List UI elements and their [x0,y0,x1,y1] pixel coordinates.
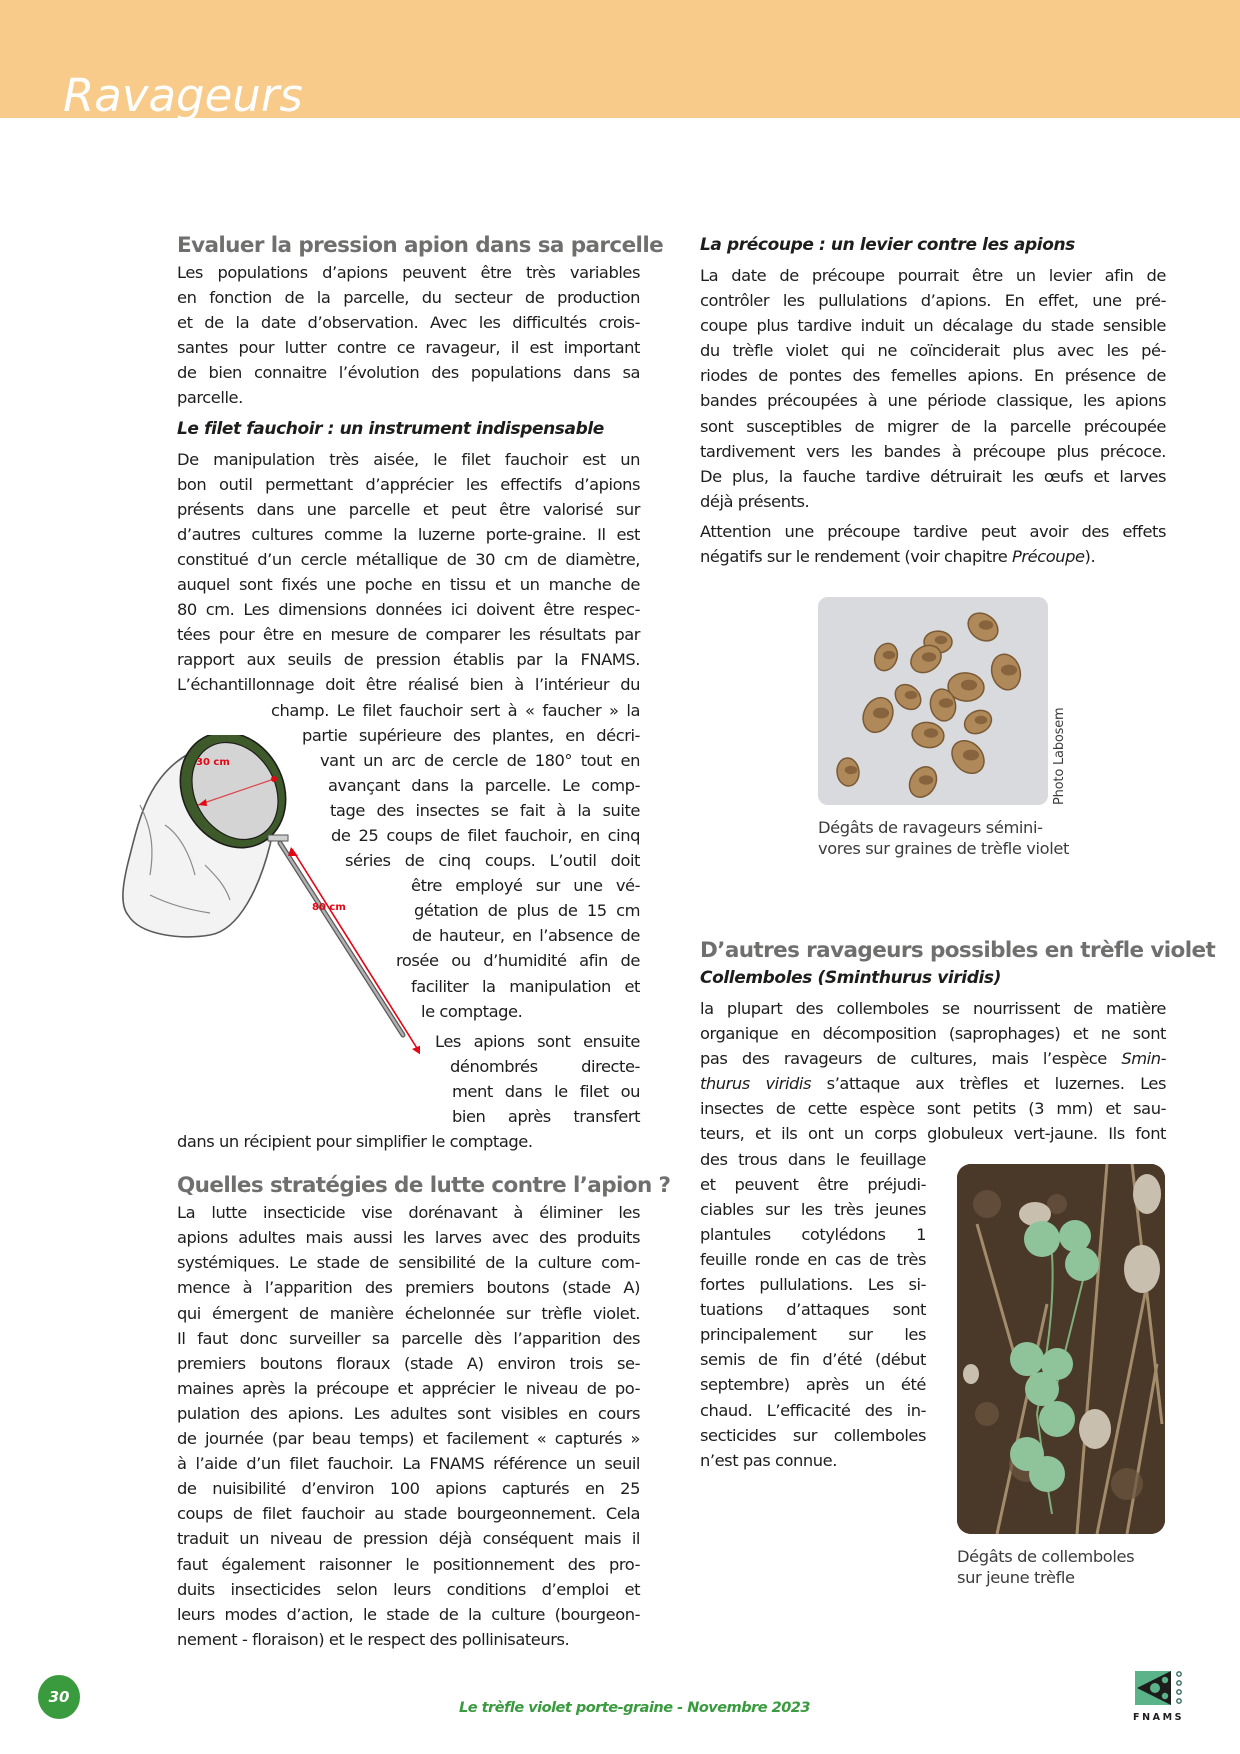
sweep-net-illustration [120,735,420,1115]
text-line: tage des insectes se fait à la suite [330,800,640,820]
text-line: déjà présents. [700,491,810,511]
photo-damaged-seeds [818,597,1048,805]
paragraph-intro [177,260,640,411]
text-line: systémiques. Le stade de sensibilité de la culture com- [177,1253,640,1273]
ring-diameter-label: 30 cm [196,757,230,768]
text-line: de bien connaitre l’évolution des populations dans sa [177,363,640,383]
text-line: sont susceptibles de migrer de la parcelle précoupée [700,416,1166,436]
subheading-collemboles: Collemboles (Sminthurus viridis) [700,968,1002,988]
text-line: principalement sur les [700,1325,926,1345]
text-line: le comptage. [421,1001,523,1021]
paragraph-comptage-end [177,1129,640,1154]
fnams-logo-text: FNAMS [1133,1712,1185,1723]
text-line: semis de fin d’été (début [700,1350,926,1370]
paragraph-attention [700,519,1166,569]
text-line: coupe plus tardive induit un décalage du stade sensible [700,316,1166,336]
text-line: premiers boutons floraux (stade A) environ trois se- [177,1353,640,1373]
text-line: et peuvent être préjudi- [700,1174,926,1194]
text-line: fortes pullulations. Les si- [700,1275,926,1295]
text-line: parcelle. [177,388,243,408]
text-line: L’échantillonnage doit être réalisé bien à l’intérieur du [177,675,640,695]
photo-caption-seeds: Dégâts de ravageurs sémini- vores sur graines de trèfle violet [818,818,1069,858]
text-line: de journée (par beau temps) et facilement « capturés » [177,1429,640,1449]
text-line: rapport aux seuils de pression établis par la FNAMS. [177,650,640,670]
chapter-reference-link: Précoupe [1012,547,1085,567]
text-line: de nuisibilité d’environ 100 apions capturés en 25 [177,1479,640,1499]
paragraph-collemboles [700,996,1166,1147]
text-line: La date de précoupe pourrait être un levier afin de [700,266,1166,285]
text-line: pulation des apions. Les adultes sont visibles en cours [177,1403,640,1423]
text-line: être employé sur une vé- [411,876,640,896]
text-line: De manipulation très aisée, le filet fauchoir est un [177,449,640,469]
publication-title: Le trèfle violet porte-graine - Novembre 2023 [459,1700,810,1716]
text-line: traduit un niveau de pression déjà conséquent mais il [177,1529,640,1549]
text-line: santes pour lutter contre ce ravageur, il est important [177,338,640,358]
photo-credit: Photo Labosem [1052,707,1067,805]
subheading-filet-fauchoir: Le filet fauchoir : un instrument indispensable [177,418,604,439]
photo-clover-seedling [957,1164,1165,1534]
text-line: la plupart des collemboles se nourrissent de matière [700,999,1166,1018]
text-line: leurs modes d’action, le stade de la culture (bourgeon- [177,1604,640,1624]
paragraph-precoupe [700,263,1166,514]
text-line: contrôler les pullulations d’apions. En effet, une pré- [700,291,1166,311]
text-line: maines après la précoupe et apprécier le niveau de po- [177,1378,640,1398]
right-column [700,232,1166,569]
heading-strategies: Quelles stratégies de lutte contre l’apion ? [177,1173,671,1199]
text-line: vant un arc de cercle de 180° tout en [320,750,640,770]
text-line: des trous dans le feuillage [700,1149,926,1169]
text-line: Attention une précoupe tardive peut avoir des effets [700,521,1166,541]
text-line: tuations d’attaques sont [700,1300,926,1320]
text-line: en fonction de la parcelle, du secteur de production [177,288,640,308]
section-title: Ravageurs [63,69,303,119]
text-line: et de la date d’observation. Avec les difficultés crois- [177,313,640,333]
text-line: secticides sur collemboles [700,1425,926,1445]
text-line: mence à l’apparition des premiers boutons (stade A) [177,1278,640,1298]
text-line: de 25 coups de filet fauchoir, en cinq [331,825,640,845]
text-line: Il faut donc surveiller sa parcelle dès l’apparition des [177,1328,640,1348]
text-line: rosée ou d’humidité afin de [396,951,640,971]
heading-evaluer-pression: Evaluer la pression apion dans sa parcelle [177,233,664,258]
text-line: Les populations d’apions peuvent être très variables [177,263,640,282]
heading-autres-ravageurs: D’autres ravageurs possibles en trèfle violet [700,938,1216,963]
text-line: plantules cotylédons 1 [700,1224,926,1244]
text-line: dénombrés directe- [450,1056,640,1076]
text-line: qui émergent de manière échelonnée sur trèfle violet. [177,1303,640,1323]
text-line: ment dans le filet ou [452,1081,640,1101]
text-line: du trèfle violet qui ne coïnciderait plus avec les pé- [700,341,1166,361]
paragraph-strategies [177,1200,640,1652]
text-line: 80 cm. Les dimensions données ici doivent être respec- [177,600,640,620]
text-line: chaud. L’efficacité des in- [700,1400,926,1420]
text-line: tées pour être en mesure de comparer les résultats par [177,625,640,645]
text-line: dans un récipient pour simplifier le comptage. [177,1132,533,1152]
text-line: d’autres cultures comme la luzerne porte-graine. Il est [177,524,640,544]
text-line: insectes de cette espèce sont petits (3 mm) et sau- [700,1099,1166,1119]
text-line: champ. Le filet fauchoir sert à « faucher » la [271,700,640,720]
text-line: apions adultes mais aussi les larves avec des produits [177,1228,640,1248]
text-line: négatifs sur le rendement (voir chapitre Précoupe). [700,547,1096,567]
text-line: bon outil permettant d’apprécier les effectifs d’apions [177,474,640,494]
text-line: faciliter la manipulation et [411,976,640,996]
text-line: bandes précoupées à une période classique, les apions [700,391,1166,411]
page-number-badge: 30 [38,1675,80,1719]
text-line: partie supérieure des plantes, en décri- [302,725,640,745]
text-line: feuille ronde en cas de très [700,1249,926,1269]
paragraph-filet [177,447,640,698]
text-line: ciables sur les très jeunes [700,1199,926,1219]
text-line: bien après transfert [452,1107,640,1126]
text-line: avançant dans la parcelle. Le comp- [328,775,640,795]
text-line: coups de filet fauchoir au stade bourgeonnement. Cela [177,1504,640,1524]
text-line: à l’aide d’un filet fauchoir. La FNAMS référence un seuil [177,1454,640,1474]
fnams-logo-icon [1135,1668,1185,1708]
text-line: La lutte insecticide vise dorénavant à éliminer les [177,1203,640,1223]
text-line: thurus viridis s’attaque aux trèfles et luzernes. Les [700,1074,1166,1094]
text-line: septembre) après un été [700,1375,926,1395]
paragraph-collemboles-narrow [700,1147,926,1473]
handle-length-label: 80 cm [312,902,346,913]
text-line: séries de cinq coups. L’outil doit [345,851,640,871]
text-line: nement - floraison) et le respect des pollinisateurs. [177,1629,570,1649]
text-line: teurs, et ils ont un corps globuleux vert-jaune. Ils font [700,1124,1166,1144]
text-line: de hauteur, en l’absence de [412,926,640,946]
text-line: gétation de plus de 15 cm [414,901,640,921]
text-line: organique en décomposition (saprophages) et ne sont [700,1024,1166,1044]
text-line: Les apions sont ensuite [435,1031,640,1051]
text-line: présents dans une parcelle et peut être valorisé sur [177,499,640,519]
text-line: auquel sont fixés une poche en tissu et un manche de [177,575,640,595]
text-line: riodes de pontes des femelles apions. En présence de [700,366,1166,386]
subheading-precoupe: La précoupe : un levier contre les apions [700,235,1075,255]
text-line: tardivement vers les bandes à précoupe plus précoce. [700,441,1166,461]
text-line: duits insecticides selon leurs conditions d’emploi et [177,1579,640,1599]
text-line: faut également raisonner le positionnement des pro- [177,1554,640,1574]
text-line: n’est pas connue. [700,1450,837,1470]
text-line: De plus, la fauche tardive détruirait les œufs et larves [700,466,1166,486]
text-line: pas des ravageurs de cultures, mais l’espèce Smin- [700,1049,1166,1069]
text-line: constitué d’un cercle métallique de 30 cm de diamètre, [177,549,640,569]
photo-caption-collemboles: Dégâts de collemboles sur jeune trèfle [957,1547,1135,1587]
